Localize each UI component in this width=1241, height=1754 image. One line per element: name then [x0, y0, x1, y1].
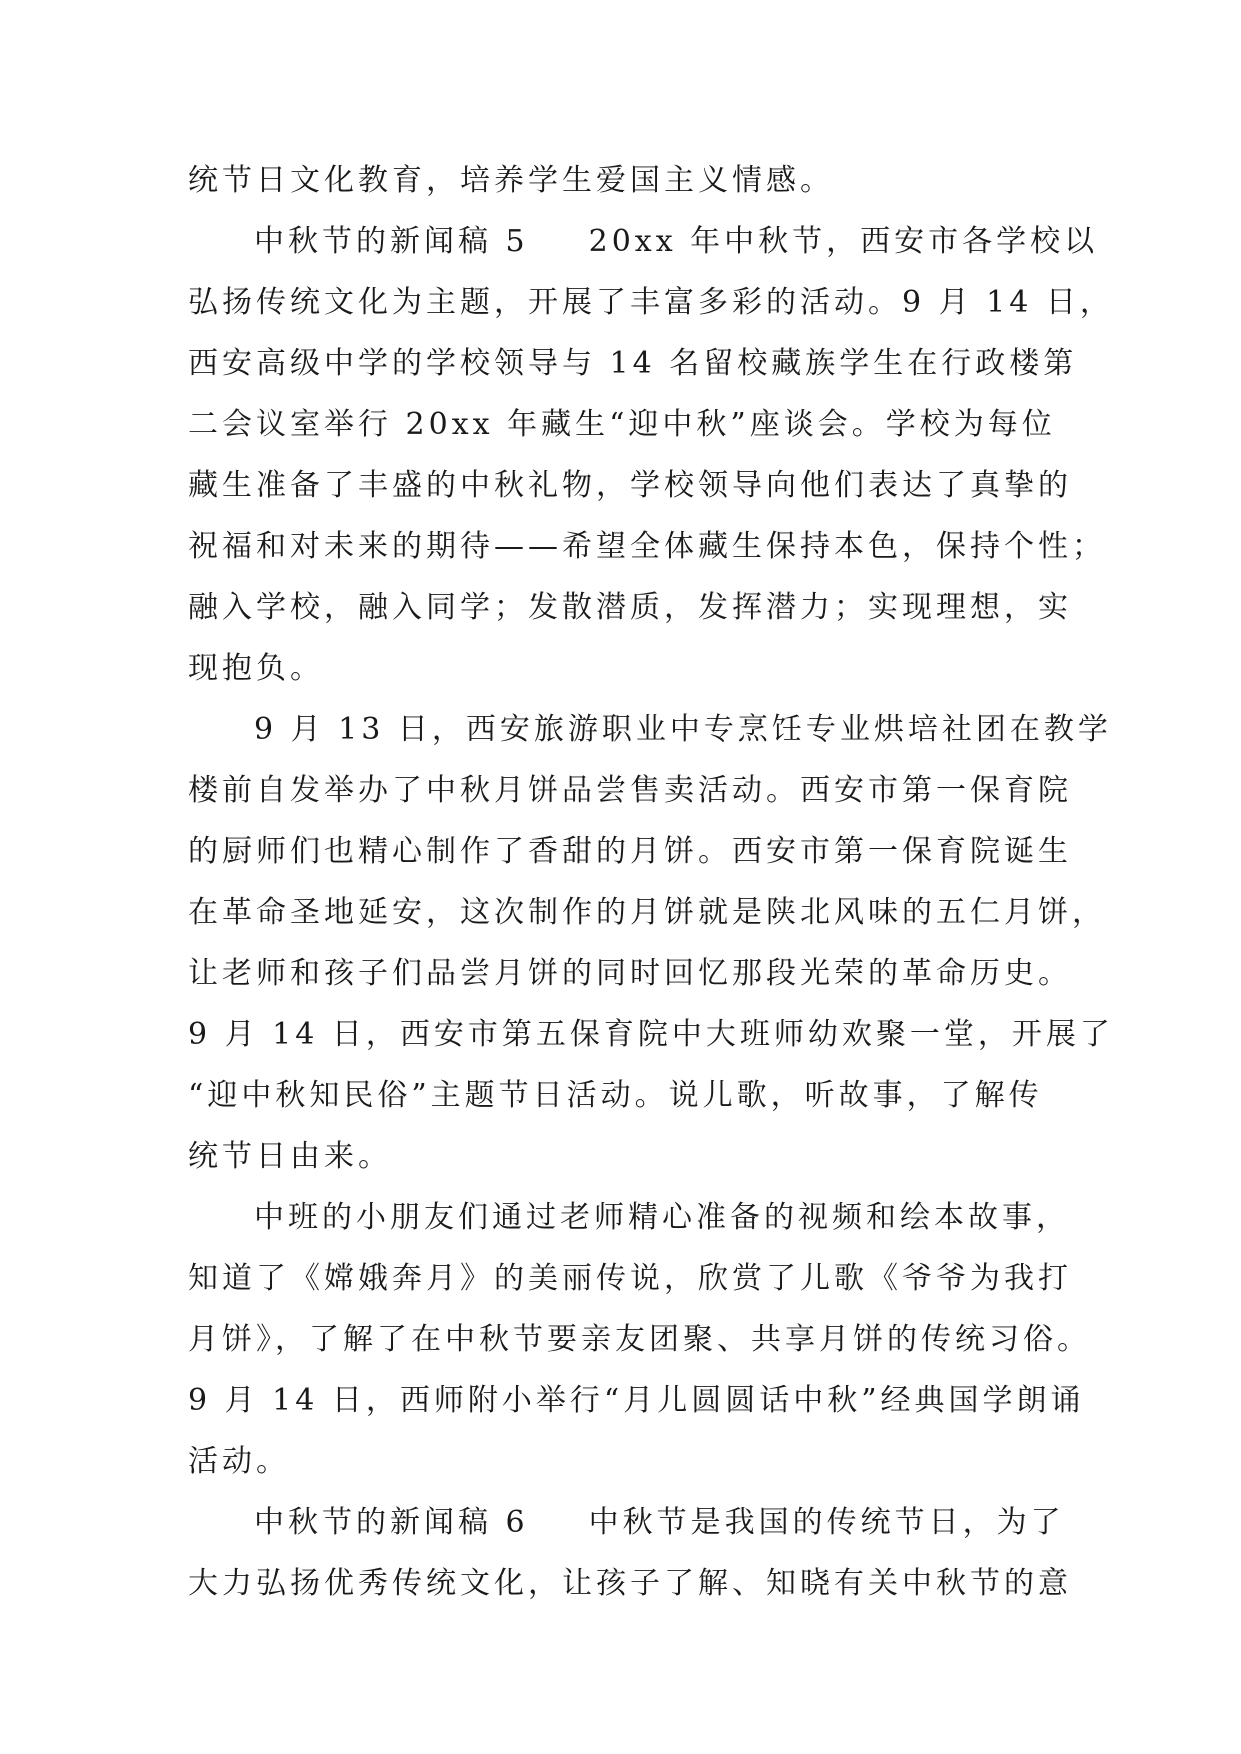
paragraph-mooncake-activity	[188, 699, 1114, 1187]
text-line: 月饼》，了解了在中秋节要亲友团聚、共享月饼的传统习俗。	[188, 1322, 1091, 1357]
text-line: “迎中秋知民俗”主题节日活动。说儿歌，听故事，了解传	[188, 1078, 1043, 1113]
text-fragment: 20xx 年中秋节，西安市各学校以	[588, 224, 1099, 259]
section-heading: 中秋节的新闻稿 5	[254, 224, 529, 259]
section-heading: 中秋节的新闻稿 6	[254, 1505, 529, 1540]
text-line: 藏生准备了丰盛的中秋礼物，学校领导向他们表达了真挚的	[188, 468, 1072, 503]
text-line: 9 月 13 日，西安旅游职业中专烹饪专业烘培社团在教学	[254, 712, 1112, 747]
text-line: 9 月 14 日，西安市第五保育院中大班师幼欢聚一堂，开展了	[188, 1017, 1114, 1052]
text-line: 在革命圣地延安，这次制作的月饼就是陕北风味的五仁月饼，	[188, 895, 1106, 930]
text-line: 西安高级中学的学校领导与 14 名留校藏族学生在行政楼第	[188, 346, 1078, 381]
text-line: 楼前自发举办了中秋月饼品尝售卖活动。西安市第一保育院	[188, 773, 1072, 808]
text-line	[188, 211, 1099, 272]
text-fragment: 中秋节是我国的传统节日，为了	[588, 1505, 1065, 1540]
paragraph-middle-class	[188, 1187, 1091, 1492]
text-line: 融入学校，融入同学；发散潜质，发挥潜力；实现理想，实	[188, 590, 1072, 625]
text-line: 大力弘扬优秀传统文化，让孩子了解、知晓有关中秋节的意	[188, 1566, 1072, 1601]
text-line: 知道了《嫦娥奔月》的美丽传说，欣赏了儿歌《爷爷为我打	[188, 1261, 1072, 1296]
text-line: 的厨师们也精心制作了香甜的月饼。西安市第一保育院诞生	[188, 834, 1072, 869]
text-line: 中班的小朋友们通过老师精心准备的视频和绘本故事，	[254, 1200, 1070, 1235]
text-line: 二会议室举行 20xx 年藏生“迎中秋”座谈会。学校为每位	[188, 407, 1056, 442]
text-line: 弘扬传统文化为主题，开展了丰富多彩的活动。9 月 14 日，	[188, 285, 1114, 320]
text-line	[188, 1492, 1065, 1553]
text-line: 让老师和孩子们品尝月饼的同时回忆那段光荣的革命历史。	[188, 956, 1072, 991]
text-line: 祝福和对未来的期待——希望全体藏生保持本色，保持个性；	[188, 529, 1106, 564]
paragraph-continuation	[188, 150, 1058, 211]
document-body	[188, 150, 1114, 1614]
paragraph-news-6	[188, 1492, 1072, 1614]
text-line: 活动。	[188, 1444, 290, 1479]
text-line: 统节日文化教育，培养学生爱国主义情感。	[188, 163, 834, 198]
text-line: 现抱负。	[188, 651, 324, 686]
paragraph-news-5	[188, 211, 1114, 699]
text-line: 9 月 14 日，西师附小举行“月儿圆圆话中秋”经典国学朗诵	[188, 1383, 1085, 1418]
text-line: 统节日由来。	[188, 1139, 392, 1174]
